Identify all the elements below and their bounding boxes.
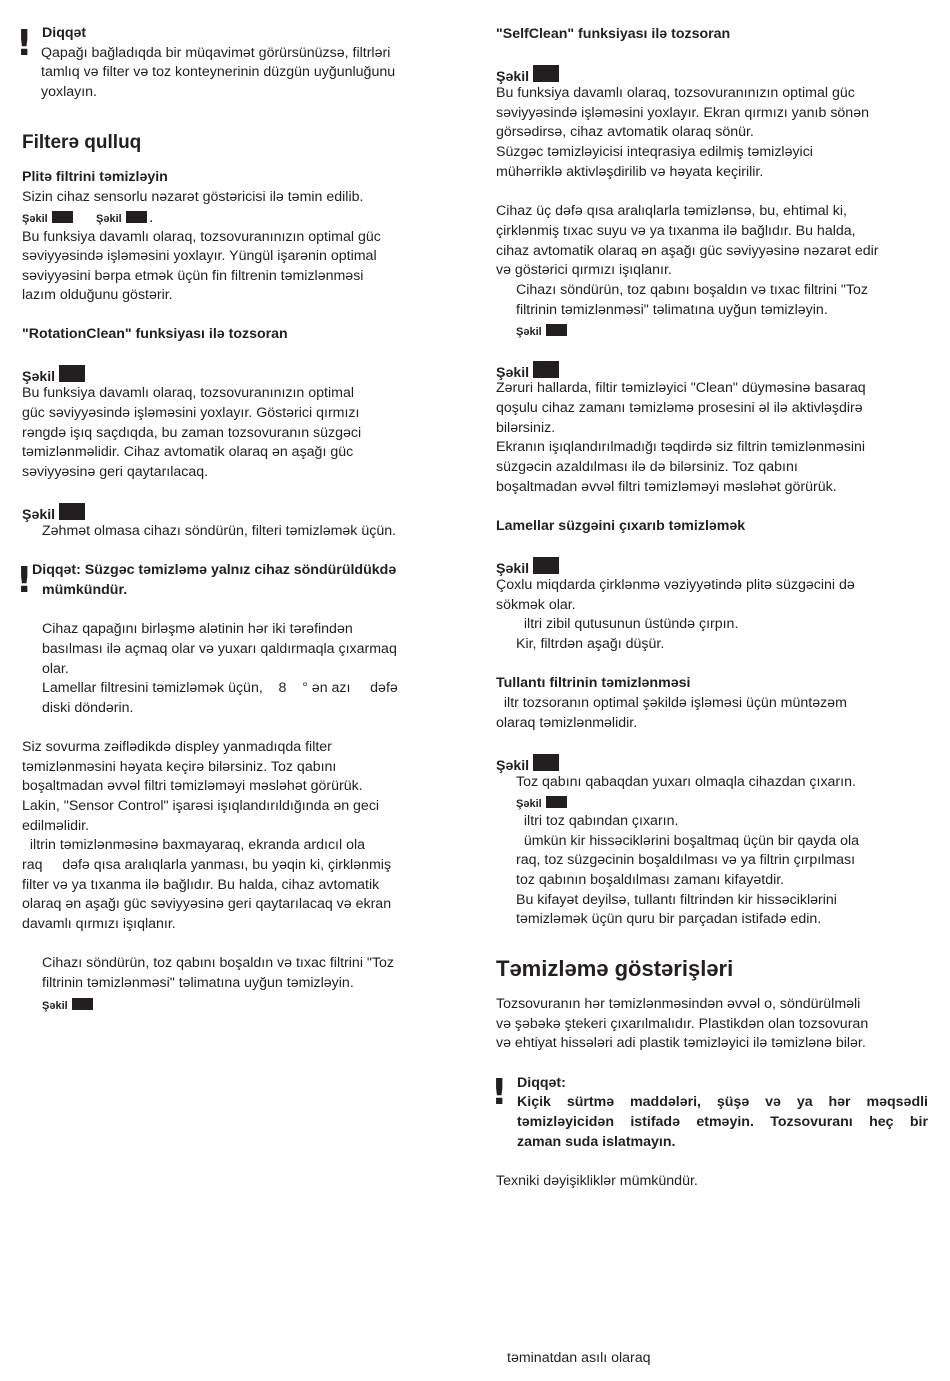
paragraph-line: boşaltmadan əvvəl filtri təmizləməyi məsləhət görürük. xyxy=(22,778,363,794)
figure-label: Şəkil xyxy=(42,1000,68,1012)
paragraph-line: Kir, filtrdən aşağı düşür. xyxy=(516,636,665,652)
paragraph-line: Lamellar filtresini təmizləmək üçün, 8 ° ən azı dəfə xyxy=(42,680,398,696)
paragraph-line: Bu kifayət deyilsə, tullantı filtrindən kir hissəciklərini xyxy=(516,892,837,908)
paragraph-line: səviyyəsinə geri qaytarılacaq. xyxy=(22,464,209,480)
warning-title: Diqqət: xyxy=(517,1075,566,1091)
figure-ref xyxy=(22,502,85,523)
paragraph-line: Cihaz qapağını birləşmə alətinin hər iki tərəfindən xyxy=(42,621,353,637)
figure-label: Şəkil xyxy=(496,758,530,774)
paragraph-line: Cihazı söndürün, toz qabını boşaldın və tıxac filtrini "Toz xyxy=(516,282,869,298)
subsection-title: Lamellar süzgəini çıxarıb təmizləmək xyxy=(496,518,746,534)
figure-label: Şəkil xyxy=(496,365,530,381)
section-heading: Filterə qulluq xyxy=(22,132,142,153)
paragraph-line: Zəruri hallarda, filtir təmizləyici "Clean" düyməsinə basaraq xyxy=(496,380,866,396)
paragraph-line: və ehtiyat hissələri adi plastik təmizləyici ilə təmizlənə bilər. xyxy=(496,1035,866,1051)
warning-title: Diqqət xyxy=(42,25,87,41)
figure-label: Şəkil xyxy=(496,69,530,85)
figure-ref xyxy=(96,210,153,226)
paragraph-line: təmizlənməsini həyata keçirə bilərsiniz. Toz qabını xyxy=(22,759,337,775)
subsection-title: "SelfClean" funksiyası ilə tozsoran xyxy=(496,26,731,42)
paragraph-line: qoşulu cihaz zamanı təmizləmə prosesini əl ilə aktivləşdirə xyxy=(496,400,863,416)
paragraph-line: və göstərici qırmızı işıqlanır. xyxy=(496,262,672,278)
paragraph-line: mühərriklə aktivləşdirilib və həyata keçirilir. xyxy=(496,164,764,180)
warning-line: zaman suda islatmayın. xyxy=(517,1134,676,1150)
figure-ref-icon xyxy=(533,754,559,771)
warning-line: təmizləyicidən istifadə etməyin. Tozsovuranı heç bir xyxy=(517,1114,928,1130)
figure-label: Şəkil xyxy=(496,561,530,577)
paragraph-line: Bu funksiya davamlı olaraq, tozsovuranınızın optimal xyxy=(22,385,354,401)
paragraph-line: Bu funksiya davamlı olaraq, tozsovuranınızın optimal güc xyxy=(22,229,381,245)
paragraph-line: süzgəcin azaldılması ilə də bilərsiniz. Toz qabını xyxy=(496,459,798,475)
paragraph-line: Siz sovurma zəiflədikdə displey yanmadıqda filter xyxy=(22,739,332,755)
paragraph-line: Lakin, "Sensor Control" işarəsi işıqlandırıldığında ən geci xyxy=(22,798,380,814)
paragraph-line: basılması ilə açmaq olar və yuxarı qaldırmaqla çıxarmaq xyxy=(42,641,397,657)
warning-exclamation-icon: ! xyxy=(491,1072,508,1113)
paragraph-line: Çoxlu miqdarda çirklənmə vəziyyətində plitə süzgəcini də xyxy=(496,577,855,593)
section-heading: Təmizləmə göstərişləri xyxy=(496,956,734,981)
paragraph-line: və şəbəkə ştekeri çıxarılmalıdır. Plastikdən olan tozsovuran xyxy=(496,1016,869,1032)
paragraph-line: Süzgəc təmizləyicisi inteqrasiya edilmiş təmizləyici xyxy=(496,144,813,160)
paragraph-line: iltri toz qabından çıxarın. xyxy=(516,813,679,829)
figure-ref-icon xyxy=(546,796,567,808)
subsection-title: Tullantı filtrinin təmizlənməsi xyxy=(496,675,691,691)
paragraph-line: edilməlidir. xyxy=(22,818,90,834)
subsection-title: Plitə filtrini təmizləyin xyxy=(22,169,168,185)
warning-exclamation-icon: ! xyxy=(16,560,33,601)
figure-ref-icon xyxy=(72,998,93,1010)
paragraph-line: olaraq ən aşağı güc səviyyəsinə geri qaytarılacaq və ekran xyxy=(22,896,392,912)
paragraph-line: təmizləmək üçün quru bir parçadan istifadə edin. xyxy=(516,911,822,927)
subsection-title: "RotationClean" funksiyası ilə tozsoran xyxy=(22,326,288,342)
paragraph-line: səviyyəsində işləməsini yoxlayır. Yüngül işarənin optimal xyxy=(22,248,377,264)
paragraph-line: raq dəfə qısa aralıqlarla yanması, bu yəqin ki, çirklənmiş xyxy=(22,857,392,873)
figure-ref-icon xyxy=(533,65,559,82)
paragraph-line: səviyyəsini bərpa etmək üçün fin filtrenin təmizlənməsi xyxy=(22,268,364,284)
figure-ref xyxy=(42,997,93,1013)
figure-label: Şəkil xyxy=(22,213,48,225)
paragraph-line: filtrinin təmizlənməsi" təlimatına uyğun təmizləyin. xyxy=(516,302,828,318)
figure-ref-icon xyxy=(126,211,147,223)
paragraph-line: iltrin təmizlənməsinə baxmayaraq, ekranda ardıcıl ola xyxy=(22,837,366,853)
figure-label: Şəkil xyxy=(516,326,542,338)
figure-ref xyxy=(516,323,567,339)
paragraph-line: Zəhmət olmasa cihazı söndürün, filteri təmizləmək üçün. xyxy=(42,523,397,539)
warning-line: tamlıq və filter və toz konteynerinin düzgün uyğunluğunu xyxy=(41,64,396,80)
paragraph-line: Toz qabını qabaqdan yuxarı olmaqla cihazdan çıxarın. xyxy=(516,774,856,790)
paragraph-line: sökmək olar. xyxy=(496,597,576,613)
figure-ref xyxy=(496,64,559,85)
warning-exclamation-icon: ! xyxy=(16,23,33,64)
warning-line: Diqqət: Süzgəc təmizləmə yalnız cihaz söndürüldükdə xyxy=(32,562,397,578)
paragraph-line: filter və ya tıxanma ilə bağlıdır. Bu halda, cihaz avtomatik xyxy=(22,877,380,893)
warning-line: yoxlayın. xyxy=(41,84,97,100)
paragraph-line: bilərsiniz. xyxy=(496,420,556,436)
paragraph-line: diski döndərin. xyxy=(42,700,134,716)
figure-label: Şəkil xyxy=(22,369,56,385)
paragraph-line: toz qabının boşaldılması zamanı kifayətdir. xyxy=(516,872,785,888)
paragraph-line: ümkün kir hissəciklərini boşaltmaq üçün bir qayda ola xyxy=(516,833,860,849)
paragraph-line: Tozsovuranın hər təmizlənməsindən əvvəl o, söndürülməli xyxy=(496,996,861,1012)
figure-ref-icon xyxy=(546,324,567,336)
figure-ref xyxy=(516,795,567,811)
warning-line: Kiçik sürtmə maddələri, şüşə və ya hər məqsədli xyxy=(517,1094,928,1110)
paragraph-line: görsədirsə, cihaz avtomatik olaraq sönür. xyxy=(496,124,754,140)
paragraph-line: səviyyəsində işləməsini yoxlayır. Ekran qırmızı yanıb sönən xyxy=(496,105,869,121)
warning-line: mümkündür. xyxy=(42,582,128,598)
figure-ref-icon xyxy=(59,503,85,520)
paragraph-line: olar. xyxy=(42,661,69,677)
paragraph-line: güc səviyyəsində işləməsini yoxlayır. Göstərici qırmızı xyxy=(22,405,360,421)
figure-label: Şəkil xyxy=(22,507,56,523)
paragraph-line: lazım olduğunu göstərir. xyxy=(22,287,173,303)
paragraph-line: iltr tozsoranın optimal şəkildə işləməsi üçün müntəzəm xyxy=(496,695,847,711)
paragraph-line: təmizlənməlidir. Cihaz avtomatik olaraq ən aşağı güc xyxy=(22,444,354,460)
paragraph-line: Bu funksiya davamlı olaraq, tozsovuranınızın optimal güc xyxy=(496,85,855,101)
paragraph-line: raq, toz süzgəcinin boşaldılması və ya filtrin çırpılması xyxy=(516,852,856,868)
paragraph-line: iltri zibil qutusunun üstündə çırpın. xyxy=(516,616,739,632)
paragraph-line: rəngdə işıq saçdıqda, bu zaman tozsovuranın süzgəci xyxy=(22,425,362,441)
paragraph-line: Ekranın işıqlandırılmadığı təqdirdə siz filtrin təmizlənməsini xyxy=(496,439,866,455)
paragraph-line: filtrinin təmizlənməsi" təlimatına uyğun təmizləyin. xyxy=(42,975,354,991)
figure-ref-icon xyxy=(533,361,559,378)
figure-ref-icon xyxy=(59,365,85,382)
paragraph-line: Sizin cihaz sensorlu nəzarət göstəricisi ilə təmin edilib. xyxy=(22,189,364,205)
paragraph-line: çirklənmiş tıxac suyu və ya tıxanma ilə bağlıdır. Bu halda, xyxy=(496,223,856,239)
page-footer: təminatdan asılı olaraq xyxy=(507,1350,651,1366)
figure-ref-icon xyxy=(52,211,73,223)
paragraph-line: boşaltmadan əvvəl filtri təmizləməyi məsləhət görürük. xyxy=(496,479,837,495)
warning-line: Qapağı bağladıqda bir müqavimət görürsünüzsə, filtrləri xyxy=(41,45,391,61)
figure-ref-icon xyxy=(533,557,559,574)
paragraph-line: davamlı qırmızı işıqlanır. xyxy=(22,916,176,932)
paragraph-line: cihaz avtomatik olaraq ən aşağı güc səviyyəsinə nəzarət edir xyxy=(496,243,879,259)
paragraph-line: Cihaz üç dəfə qısa aralıqlarla təmizlənsə, bu, ehtimal ki, xyxy=(496,203,847,219)
figure-ref xyxy=(22,364,85,385)
tech-changes-note: Texniki dəyişikliklər mümkündür. xyxy=(496,1173,698,1189)
figure-label: Şəkil xyxy=(96,213,122,225)
paragraph-line: olaraq təmizlənməlidir. xyxy=(496,715,638,731)
paragraph-line: Cihazı söndürün, toz qabını boşaldın və tıxac filtrini "Toz xyxy=(42,955,395,971)
figure-ref xyxy=(496,753,559,774)
punctuation: . xyxy=(149,213,153,225)
figure-ref xyxy=(496,360,559,381)
figure-label: Şəkil xyxy=(516,798,542,810)
figure-ref xyxy=(496,556,559,577)
figure-ref xyxy=(22,210,73,226)
